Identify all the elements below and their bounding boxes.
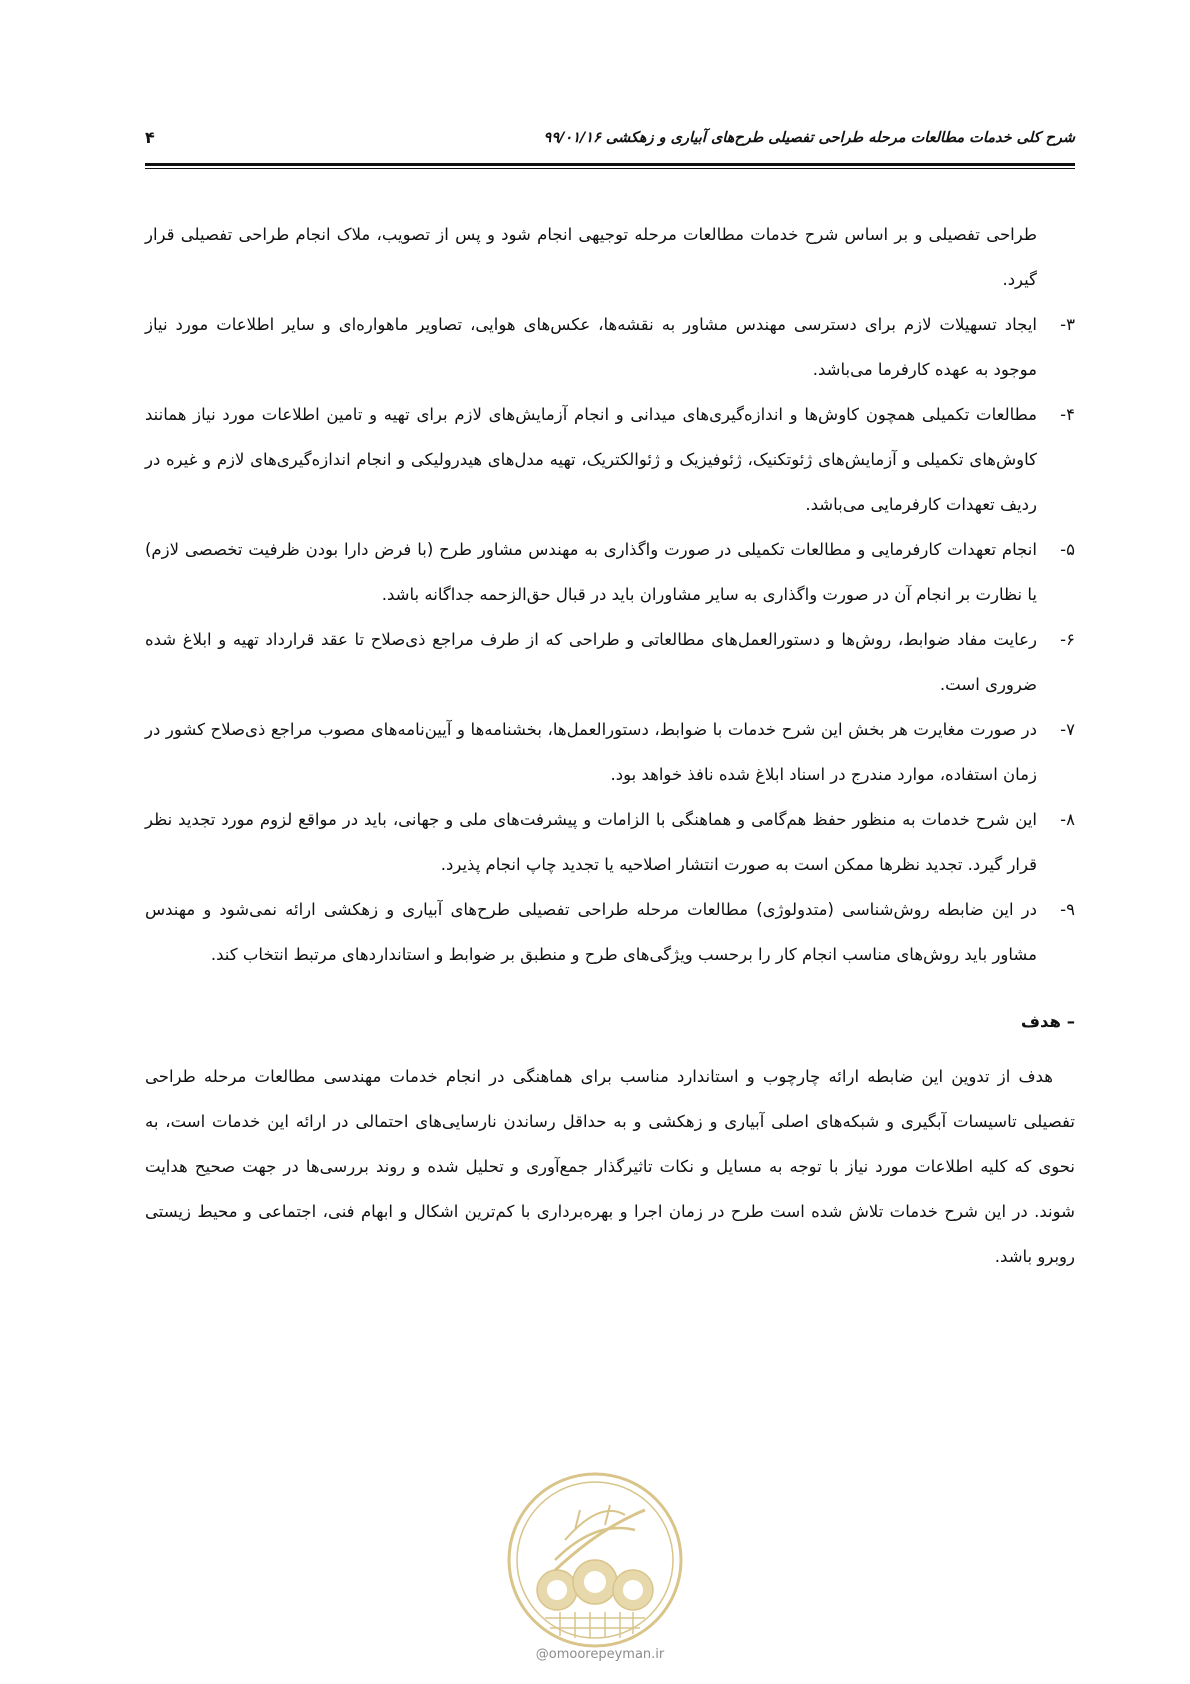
header-rule-thin bbox=[145, 168, 1075, 169]
list-item-text: رعایت مفاد ضوابط، روش‌ها و دستورالعمل‌های مطالعاتی و طراحی که از طرف مراجع ذی‌صلاح تا عقد قرارداد تهیه و ابلاغ شده ضروری است. bbox=[145, 630, 1037, 694]
list-item-8 bbox=[145, 797, 1075, 887]
list-item-text: در این ضابطه روش‌شناسی (متدولوژی) مطالعات مرحله طراحی تفصیلی طرح‌های آبیاری و زهکشی ارائه نمی‌شود و مهندس مشاور باید روش‌های مناسب انجام کار را برحسب ویژگی‌های طرح و منطبق بر ضوابط و استانداردهای مرتبط انتخاب کند. bbox=[145, 900, 1037, 964]
goal-paragraph: هدف از تدوین این ضابطه ارائه چارچوب و استاندارد مناسب برای هماهنگی در انجام خدمات مهندسی مطالعات مرحله طراحی تفصیلی تاسیسات آبگیری و شبکه‌های اصلی آبیاری و زهکشی و به حداقل رساندن نارسایی‌های احتمالی در ارائه این خدمات است، به نحوی که کلیه اطلاعات مورد نیاز با توجه به مسایل و نکات تاثیرگذار جمع‌آوری و تحلیل شده و روند بررسی‌ها در جهت صحیح هدایت شوند. در این شرح خدمات تلاش شده است طرح در زمان اجرا و بهره‌برداری با کم‌ترین اشکال و ابهام فنی، اجتماعی و محیط زیستی روبرو باشد. bbox=[145, 1067, 1075, 1266]
list-item-text: ایجاد تسهیلات لازم برای دسترسی مهندس مشاور به نقشه‌ها، عکس‌های هوایی، تصاویر ماهواره‌ای و سایر اطلاعات مورد نیاز موجود به عهده کارفرما می‌باشد. bbox=[145, 315, 1037, 379]
intro-continuation: طراحی تفصیلی و بر اساس شرح خدمات مطالعات مرحله توجیهی انجام شود و پس از تصویب، ملاک انجام طراحی تفصیلی قرار گیرد. bbox=[145, 225, 1037, 289]
list-item-number: ۴- bbox=[1060, 405, 1075, 424]
header-title: شرح کلی خدمات مطالعات مرحله طراحی تفصیلی طرح‌های آبیاری و زهکشی ۹۹/۰۱/۱۶ bbox=[543, 130, 1075, 146]
list-item-number: ۸- bbox=[1060, 810, 1075, 829]
page-header bbox=[145, 126, 1075, 166]
list-item-number: ۹- bbox=[1060, 900, 1075, 919]
list-item-9 bbox=[145, 887, 1075, 977]
goal-heading: – هدف bbox=[1020, 1012, 1075, 1031]
list-item-text: انجام تعهدات کارفرمایی و مطالعات تکمیلی در صورت واگذاری به مهندس مشاور طرح (با فرض دارا بودن ظرفیت تخصصی لازم) یا نظارت بر انجام آن در صورت واگذاری به سایر مشاوران باید در قبال حق‌الزحمه جداگانه باشد. bbox=[145, 540, 1037, 604]
list-item-number: ۵- bbox=[1060, 540, 1075, 559]
document-body bbox=[145, 212, 1075, 1279]
watermark-url: @omoorepeyman.ir bbox=[535, 1647, 665, 1662]
list-item-5 bbox=[145, 527, 1075, 617]
header-rule-thick bbox=[145, 163, 1075, 166]
list-item-text: این شرح خدمات به منظور حفظ هم‌گامی و هماهنگی با الزامات و پیشرفت‌های ملی و جهانی، باید در مواقع لزوم مورد تجدید نظر قرار گیرد. تجدید نظرها ممکن است به صورت انتشار اصلاحیه یا تجدید چاپ انجام پذیرد. bbox=[145, 810, 1037, 874]
list-item-text: در صورت مغایرت هر بخش این شرح خدمات با ضوابط، دستورالعمل‌ها، بخشنامه‌ها و آیین‌نامه‌های مصوب مراجع ذی‌صلاح کشور در زمان استفاده، موارد مندرج در اسناد ابلاغ شده نافذ خواهد بود. bbox=[145, 720, 1037, 784]
list-item-3 bbox=[145, 302, 1075, 392]
list-item-7 bbox=[145, 707, 1075, 797]
watermark-seal-logo bbox=[505, 1470, 685, 1650]
list-item-number: ۶- bbox=[1060, 630, 1075, 649]
list-item-number: ۳- bbox=[1060, 315, 1075, 334]
list-item-6 bbox=[145, 617, 1075, 707]
list-item-text: مطالعات تکمیلی همچون کاوش‌ها و اندازه‌گیری‌های میدانی و انجام آزمایش‌های لازم برای تهیه و تامین اطلاعات مورد نیاز همانند کاوش‌های تکمیلی و آزمایش‌های ژئوتکنیک، ژئوفیزیک و ژئوالکتریک، تهیه مدل‌های هیدرولیکی و انجام اندازه‌گیری‌های لازم و غیره در ردیف تعهدات کارفرمایی می‌باشد. bbox=[145, 405, 1037, 514]
page-number: ۴ bbox=[145, 128, 155, 147]
list-item-number: ۷- bbox=[1060, 720, 1075, 739]
list-item-4 bbox=[145, 392, 1075, 527]
